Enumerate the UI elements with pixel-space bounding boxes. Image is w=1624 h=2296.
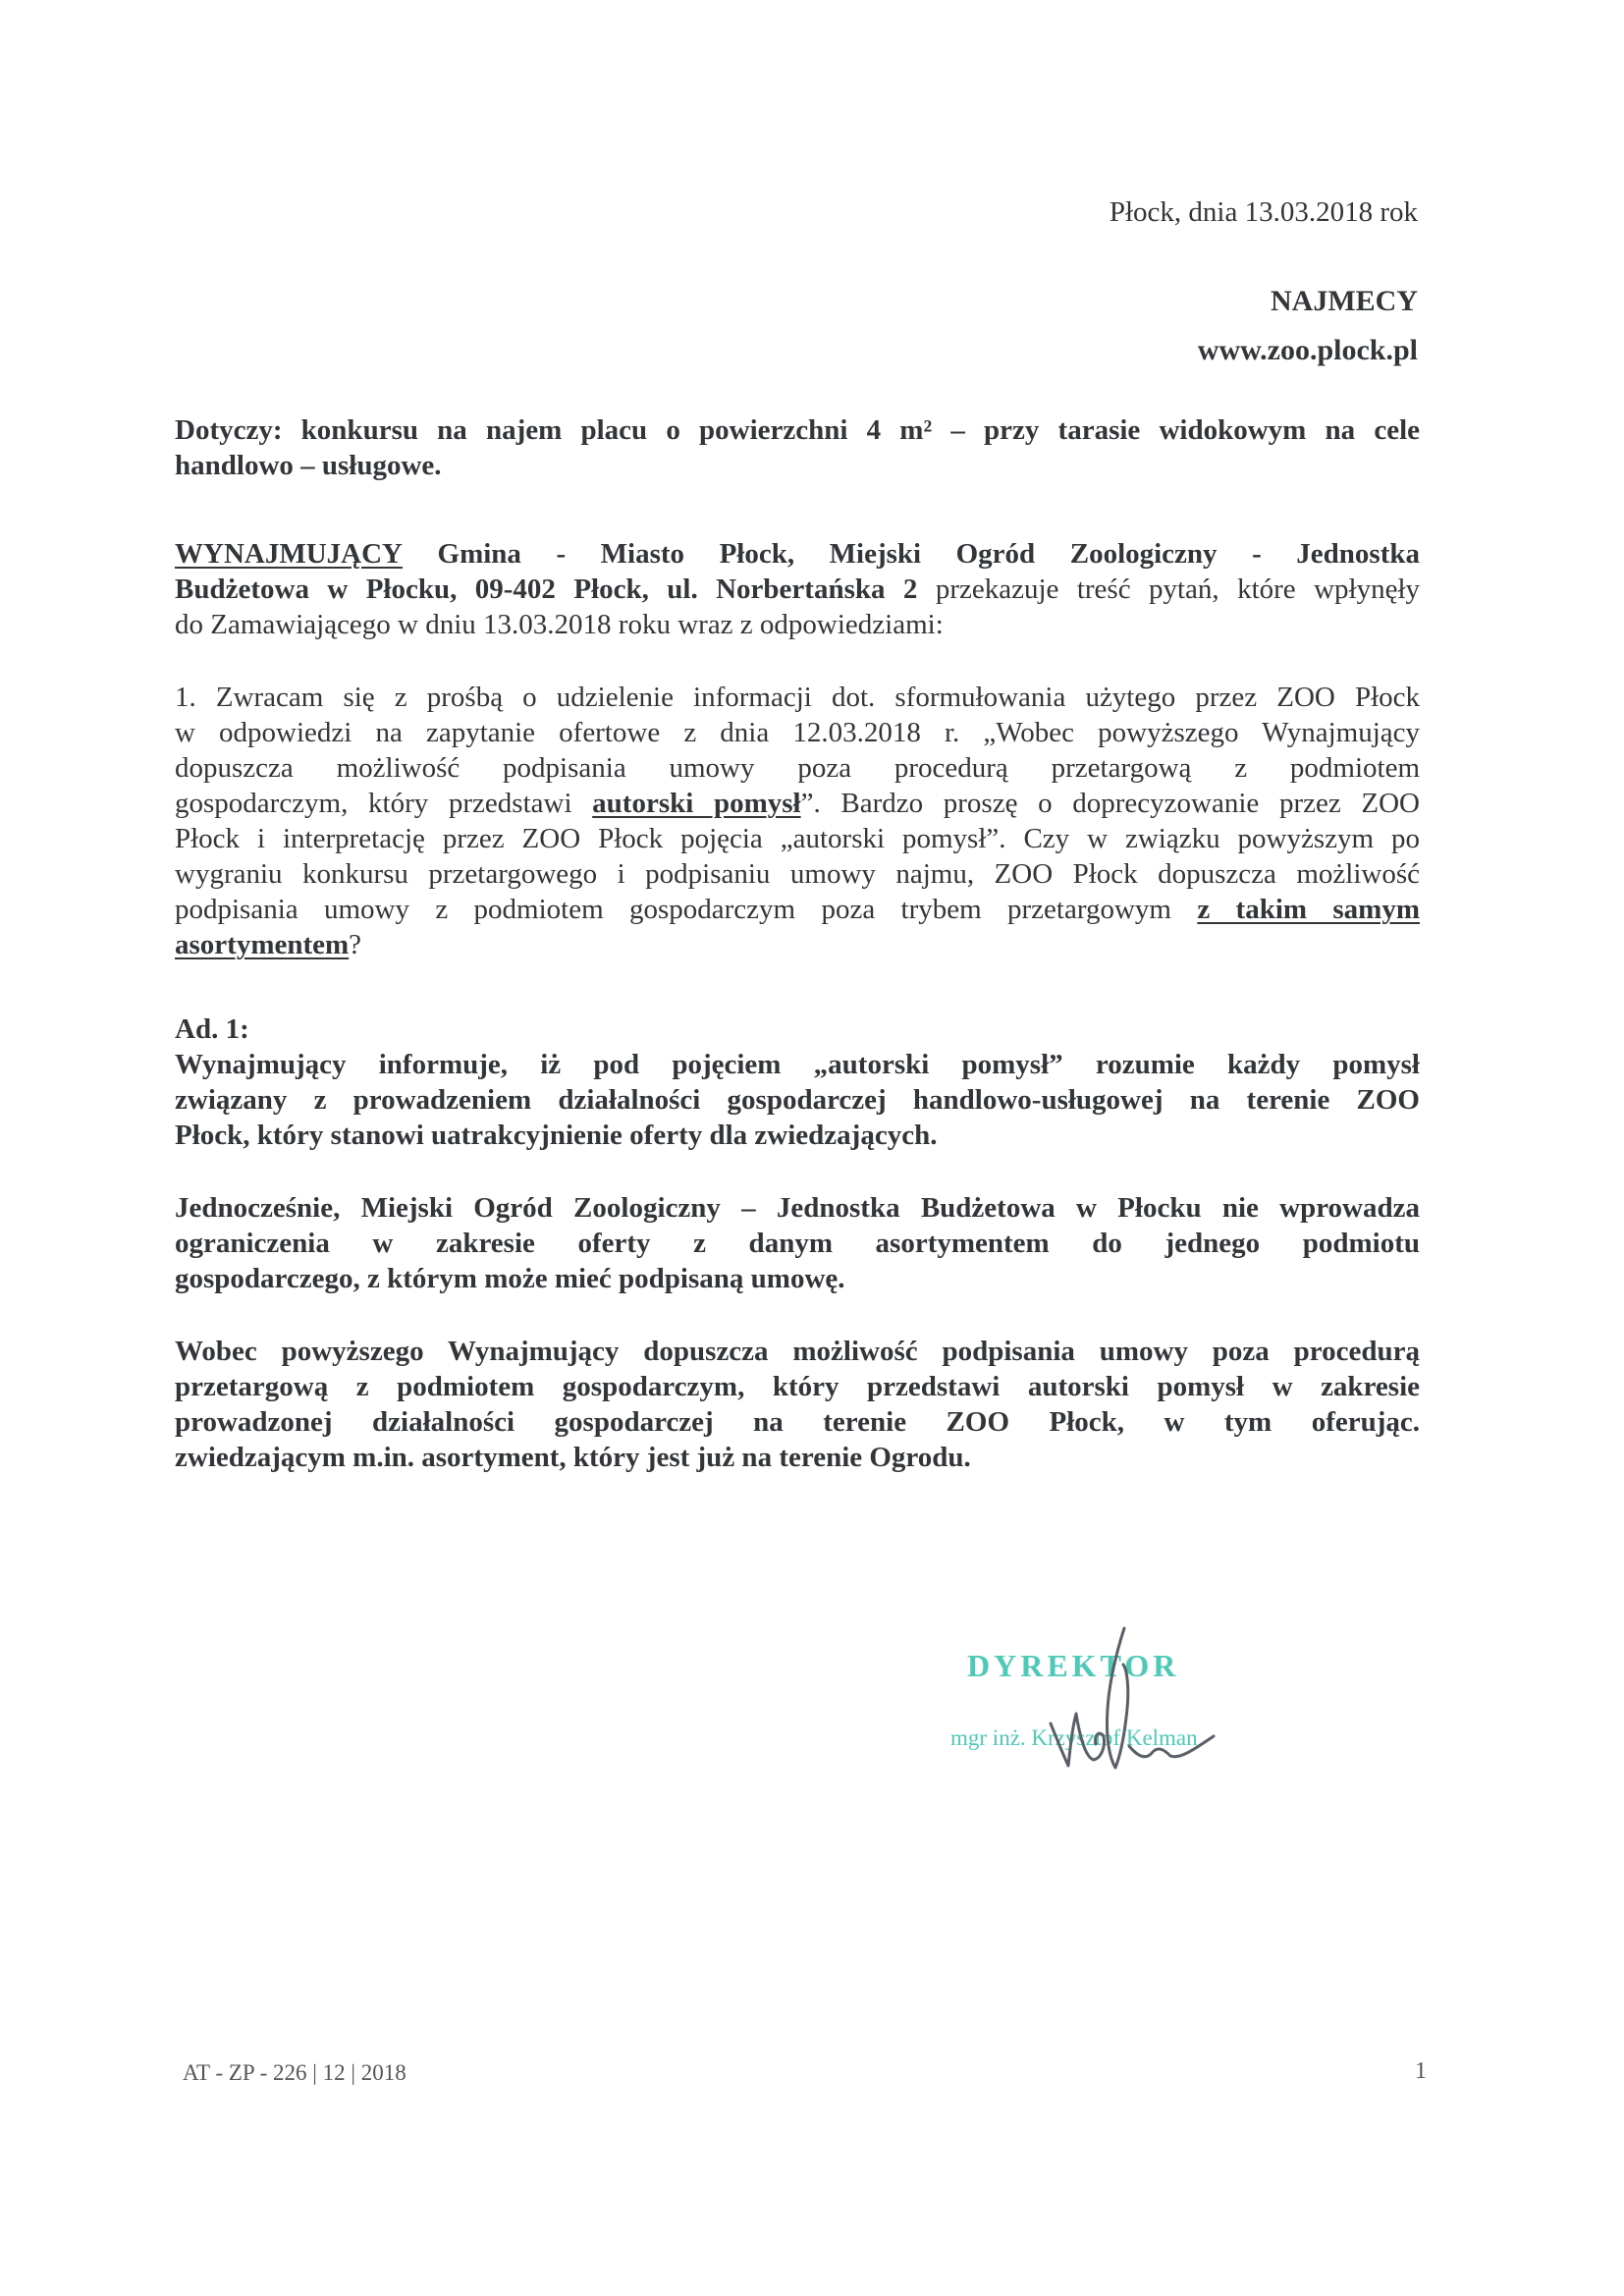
answer-line: gospodarczego, z którym może mieć podpisaną umowę. — [175, 1263, 845, 1294]
subject-line: Dotyczy: konkursu na najem placu o powierzchni 4 m² – przy tarasie widokowym na cele — [175, 414, 1420, 446]
answer-line: Płock, który stanowi uatrakcyjnienie oferty dla zwiedzających. — [175, 1120, 938, 1151]
answer-line: Wynajmujący informuje, iż pod pojęciem „autorski pomysł” rozumie każdy pomysł — [175, 1049, 1420, 1080]
intro-line — [175, 536, 1420, 572]
lessor-label: WYNAJMUJĄCY — [175, 538, 403, 570]
question-line: wygraniu konkursu przetargowego i podpisaniu umowy najmu, ZOO Płock dopuszcza możliwość — [175, 858, 1420, 890]
emphasis-autorski-pomysl: autorski pomysł — [592, 788, 801, 819]
website-link[interactable]: www.zoo.plock.pl — [1197, 334, 1418, 366]
handwritten-signature-icon — [1031, 1620, 1218, 1777]
recipient: NAJMECY — [1271, 285, 1418, 317]
question-text: ? — [349, 929, 362, 960]
question-text: podpisania umowy z podmiotem gospodarczym poza trybem przetargowym — [175, 894, 1198, 925]
intro-text: przekazuje treść pytań, które wpłynęły — [935, 574, 1420, 605]
page-number: 1 — [1415, 2058, 1427, 2084]
answer-line: związany z prowadzeniem działalności gospodarczej handlowo-usługowej na terenie ZOO — [175, 1084, 1420, 1116]
question-text: ”. Bardzo proszę o doprecyzowanie przez ZOO — [800, 788, 1420, 819]
answer-line: zwiedzającym m.in. asortyment, który jest już na terenie Ogrodu. — [175, 1442, 971, 1473]
intro-line — [175, 572, 1420, 607]
subject-line: handlowo – usługowe. — [175, 450, 442, 481]
question-line: 1. Zwracam się z prośbą o udzielenie informacji dot. sformułowania użytego przez ZOO Płock — [175, 682, 1420, 713]
answer-line: ograniczenia w zakresie oferty z danym asortymentem do jednego podmiotu — [175, 1228, 1420, 1259]
emphasis-asortymentem: asortymentem — [175, 929, 350, 960]
question-line — [175, 927, 1420, 962]
stamp-title: DYREKTOR — [967, 1648, 1180, 1683]
stamp-name: mgr inż. Krzysztof Kelman — [950, 1725, 1198, 1750]
question-line — [175, 786, 1420, 821]
emphasis-takim-samym: z takim samym — [1197, 894, 1420, 925]
answer-line: Wobec powyższego Wynajmujący dopuszcza możliwość podpisania umowy poza procedurą — [175, 1336, 1420, 1367]
answer-heading: Ad. 1: — [175, 1013, 249, 1045]
intro-line: do Zamawiającego w dniu 13.03.2018 roku wraz z odpowiedziami: — [175, 609, 944, 640]
answer-line: przetargową z podmiotem gospodarczym, który przedstawi autorski pomysł w zakresie — [175, 1371, 1420, 1402]
question-line — [175, 892, 1420, 927]
intro-text: Gmina - Miasto Płock, Miejski Ogród Zoologiczny - Jednostka — [437, 538, 1421, 570]
question-text: gospodarczym, który przedstawi — [175, 788, 593, 819]
question-line: w odpowiedzi na zapytanie ofertowe z dnia 12.03.2018 r. „Wobec powyższego Wynajmujący — [175, 717, 1420, 748]
lessor-address: Budżetowa w Płocku, 09-402 Płock, ul. Norbertańska 2 — [175, 574, 918, 605]
question-line: dopuszcza możliwość podpisania umowy poza procedurą przetargową z podmiotem — [175, 752, 1420, 784]
answer-line: prowadzonej działalności gospodarczej na terenie ZOO Płock, w tym oferując. — [175, 1406, 1420, 1438]
document-date: Płock, dnia 13.03.2018 rok — [1109, 196, 1418, 228]
document-reference: AT - ZP - 226 | 12 | 2018 — [183, 2060, 406, 2085]
answer-line: Jednocześnie, Miejski Ogród Zoologiczny – Jednostka Budżetowa w Płocku nie wprowadza — [175, 1192, 1420, 1224]
question-line: Płock i interpretację przez ZOO Płock pojęcia „autorski pomysł”. Czy w związku powyższym po — [175, 823, 1420, 854]
